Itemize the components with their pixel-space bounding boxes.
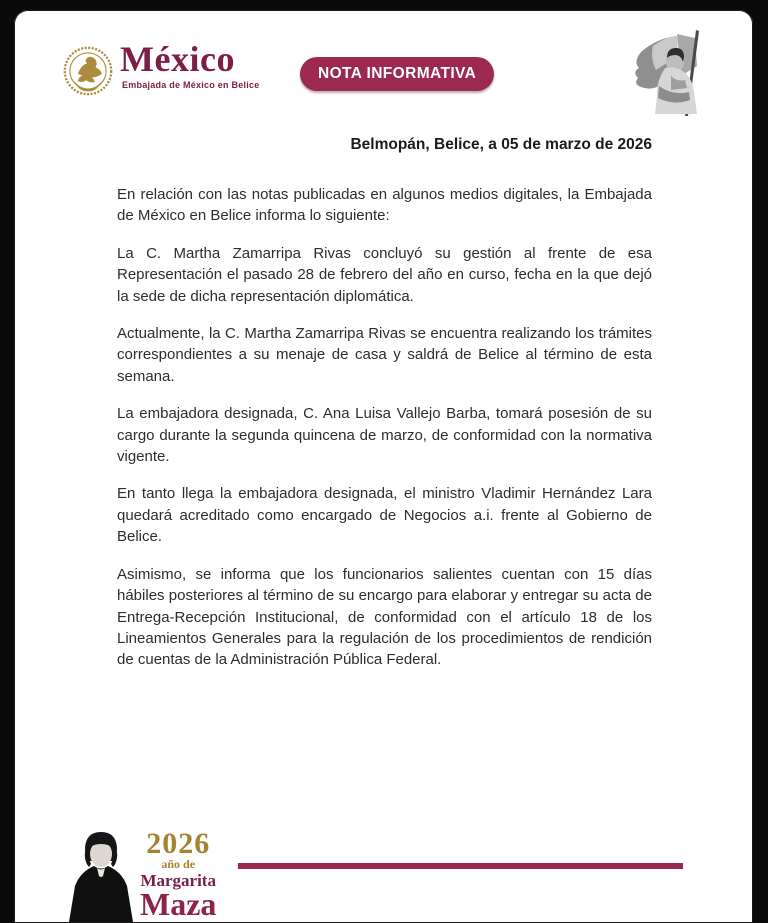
nota-informativa-badge: NOTA INFORMATIVA: [300, 57, 494, 91]
footer-accent-bar: [238, 863, 683, 869]
mexico-government-logo: [62, 40, 260, 100]
paragraph: Actualmente, la C. Martha Zamarripa Rivas se encuentra realizando los trámites correspondientes a su menaje de casa y saldrá de Belice al término de esta semana.: [117, 325, 652, 385]
dateline: Belmopán, Belice, a 05 de marzo de 2026: [350, 136, 652, 153]
paragraph: En relación con las notas publicadas en algunos medios digitales, la Embajada de México en Belice informa lo siguiente:: [117, 186, 652, 225]
paragraph: La embajadora designada, C. Ana Luisa Vallejo Barba, tomará posesión de su cargo durante la segunda quincena de marzo, de conformidad con la normativa vigente.: [117, 405, 652, 466]
paragraph: La C. Martha Zamarripa Rivas concluyó su gestión al frente de esa Representación el pasado 28 de febrero del año en curso, fecha en la que dejó la sede de dicha representación diplomática.: [117, 244, 652, 305]
footer-year: 2026: [146, 827, 211, 860]
footer-tagline: año de: [161, 857, 196, 871]
footer-logo-text: [140, 827, 217, 922]
document-header: [14, 10, 753, 135]
footer-name-first: Margarita: [140, 871, 216, 890]
margarita-maza-portrait: [64, 826, 138, 922]
mexico-eagle-seal-icon: [62, 42, 114, 100]
margarita-maza-2026-logo: [64, 826, 216, 922]
flag-bearer-illustration: [623, 24, 723, 122]
brand-text: [120, 40, 260, 90]
paragraph: En tanto llega la embajadora designada, el ministro Vladimir Hernández Lara quedará acreditado como encargado de Negocios a.i. frente al Gobierno de Belice.: [117, 485, 652, 546]
embassy-subtitle: Embajada de México en Belice: [122, 80, 260, 90]
document-page: [14, 10, 753, 923]
footer-name-last: Maza: [140, 886, 217, 922]
mexico-wordmark: México: [120, 39, 235, 79]
paragraph: Asimismo, se informa que los funcionarios salientes cuentan con 15 días hábiles posteriores al término de su encargo para elaborar y entregar su acta de Entrega-Recepción Institucional, de conformidad con el artículo 18 de los Lineamientos Generales para la regulación de los procedimientos de rendición de cuentas de la Administración Pública Federal.: [117, 565, 652, 669]
letter-body: [117, 184, 652, 687]
